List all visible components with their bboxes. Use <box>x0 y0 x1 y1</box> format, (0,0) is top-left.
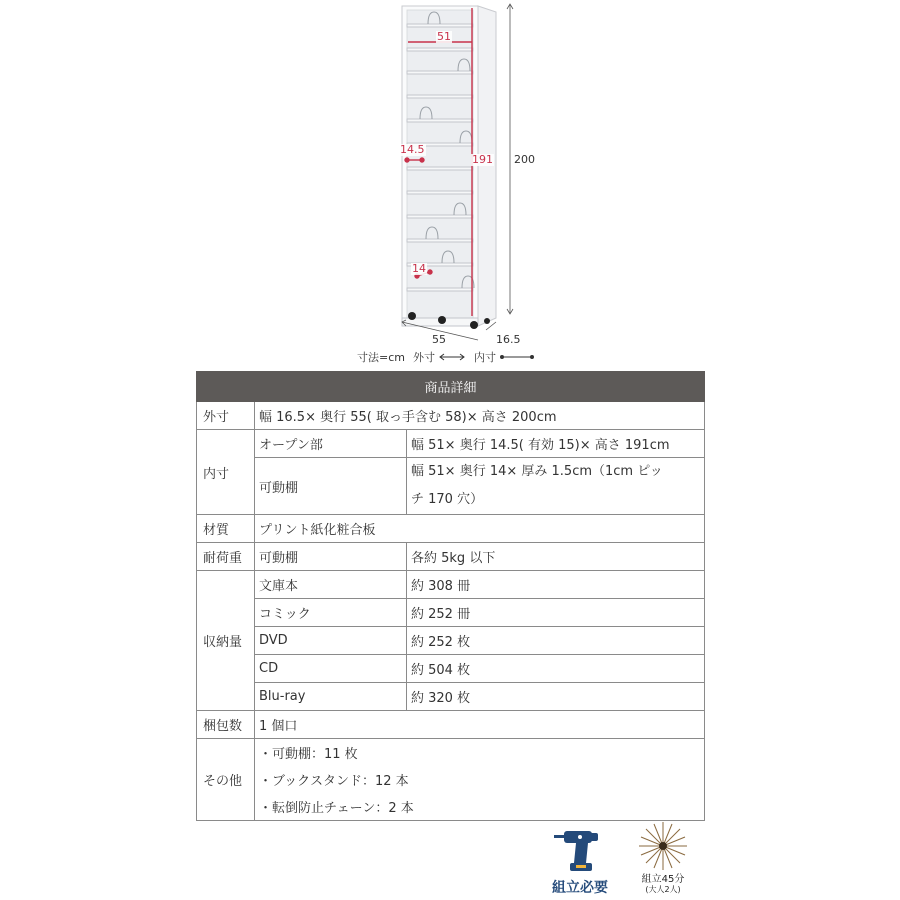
material-value: プリント紙化粧合板 <box>255 515 705 543</box>
outer-depth-label: 16.5 <box>496 333 521 346</box>
table-row <box>197 766 705 793</box>
assembly-time-badge <box>628 818 698 894</box>
double-arrow-icon <box>438 353 466 361</box>
assembly-required-label: 組立必要 <box>552 880 608 896</box>
capacity-item-value: 約 308 冊 <box>407 571 705 599</box>
unit-note: 寸法=cm <box>357 351 405 364</box>
material-label: 材質 <box>197 515 255 543</box>
inner-legend <box>474 349 535 365</box>
table-row <box>197 402 705 430</box>
outer-size-value: 幅 16.5× 奥行 55( 取っ手含む 58)× 高さ 200cm <box>255 402 705 430</box>
outer-legend-label: 外寸 <box>412 351 435 364</box>
spec-table <box>196 371 705 821</box>
capacity-item-value: 約 320 枚 <box>407 683 705 711</box>
dot-line-icon <box>499 353 535 361</box>
table-row <box>197 571 705 599</box>
other-item: ・ブックスタンド：12 本 <box>255 766 705 793</box>
table-row <box>197 683 705 711</box>
capacity-item-name: コミック <box>255 599 407 627</box>
capacity-item-name: Blu-ray <box>255 683 407 711</box>
package-count-label: 梱包数 <box>197 711 255 739</box>
table-row <box>197 711 705 739</box>
table-header-row <box>197 372 705 402</box>
inner-width-label: 51 <box>437 30 451 43</box>
movable-shelf-value-line1: 幅 51× 奥行 14× 厚み 1.5cm（1cm ピッ <box>411 464 663 479</box>
table-row <box>197 543 705 571</box>
load-capacity-label: 耐荷重 <box>197 543 255 571</box>
outer-legend <box>413 349 466 365</box>
capacity-item-value: 約 252 枚 <box>407 627 705 655</box>
open-section-label: オープン部 <box>255 430 407 458</box>
capacity-item-value: 約 504 枚 <box>407 655 705 683</box>
table-row <box>197 515 705 543</box>
table-row <box>197 655 705 683</box>
inner-size-label: 内寸 <box>197 430 255 515</box>
assembly-required-badge <box>540 825 620 897</box>
inner-legend-label: 内寸 <box>473 351 496 364</box>
assembly-people-label: (大人2人) <box>645 885 681 894</box>
table-row <box>197 627 705 655</box>
table-row <box>197 458 705 515</box>
capacity-item-name: 文庫本 <box>255 571 407 599</box>
movable-shelf-label: 可動棚 <box>255 458 407 515</box>
outer-height-label: 200 <box>514 153 535 166</box>
load-capacity-sub: 可動棚 <box>255 543 407 571</box>
inner-height-label: 191 <box>472 153 493 166</box>
shelf-depth-label: 14 <box>412 262 426 275</box>
bookshelf-drawing <box>350 0 570 368</box>
clock-burst-icon <box>635 818 691 874</box>
open-section-value: 幅 51× 奥行 14.5( 有効 15)× 高さ 191cm <box>407 430 705 458</box>
movable-shelf-value <box>407 458 705 515</box>
package-count-value: 1 個口 <box>255 711 705 739</box>
power-drill-icon <box>550 825 610 875</box>
other-item: ・転倒防止チェーン：2 本 <box>255 793 705 821</box>
outer-width-label: 55 <box>432 333 446 346</box>
product-dimension-diagram <box>350 0 570 368</box>
storage-capacity-label: 収納量 <box>197 571 255 711</box>
outer-size-label: 外寸 <box>197 402 255 430</box>
assembly-time-label: 組立45分 <box>641 874 685 885</box>
capacity-item-value: 約 252 冊 <box>407 599 705 627</box>
table-row <box>197 739 705 767</box>
inner-depth-label: 14.5 <box>400 143 425 156</box>
table-row <box>197 793 705 821</box>
capacity-item-name: DVD <box>255 627 407 655</box>
capacity-item-name: CD <box>255 655 407 683</box>
other-item: ・可動棚：11 枚 <box>255 739 705 767</box>
load-capacity-value: 各約 5kg 以下 <box>407 543 705 571</box>
movable-shelf-value-line2: チ 170 穴） <box>411 492 484 507</box>
table-row <box>197 599 705 627</box>
table-title: 商品詳細 <box>197 372 705 402</box>
other-label: その他 <box>197 739 255 821</box>
table-row <box>197 430 705 458</box>
dimension-legend <box>357 349 543 365</box>
